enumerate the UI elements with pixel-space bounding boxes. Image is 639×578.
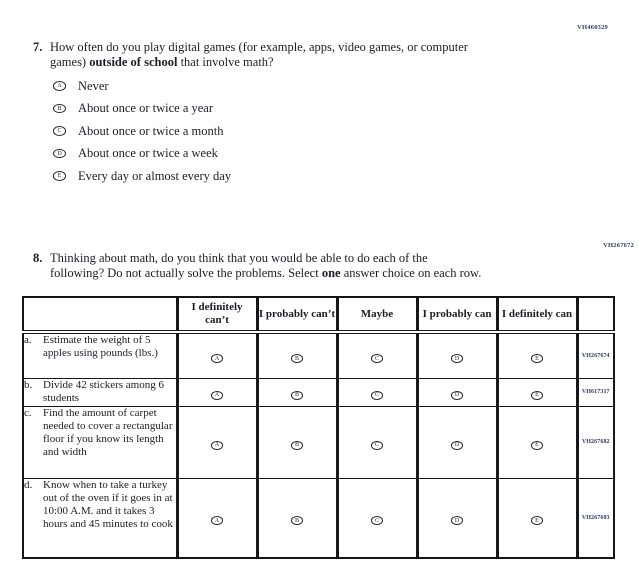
radio-oval-b-icon[interactable]: B [291, 441, 304, 450]
bubble-letter: A [57, 83, 62, 89]
radio-oval-a-icon[interactable]: A [211, 516, 224, 525]
row-a-cell-a [177, 332, 257, 378]
option-never [53, 79, 231, 93]
radio-oval-b-icon[interactable]: B [291, 391, 304, 400]
radio-oval-c-icon[interactable] [53, 126, 66, 136]
row-c-cell-b [257, 406, 337, 478]
row-c-cell-e [497, 406, 577, 478]
row-c-label-cell [23, 406, 177, 478]
grid-header-row [23, 297, 614, 332]
row-d-cell-a [177, 478, 257, 558]
question-7-options [53, 79, 231, 183]
table-row-d [23, 478, 614, 558]
question-8-text [50, 251, 481, 280]
question-7-text [50, 40, 468, 69]
row-d-cell-b [257, 478, 337, 558]
row-label: Estimate the weight of 5 apples using pounds (lbs.) [43, 334, 158, 359]
question-7 [33, 40, 468, 69]
row-d-label-cell [23, 478, 177, 558]
question-7-line1: How often do you play digital games (for example, apps, video games, or computer [50, 40, 468, 54]
question-8-bold-word: one [321, 265, 341, 280]
row-b-cell-a [177, 378, 257, 406]
row-a-cell-e [497, 332, 577, 378]
row-d-item-code: VH267683 [577, 478, 614, 558]
row-id: b. [24, 378, 33, 391]
grid-header-maybe: Maybe [337, 297, 417, 332]
row-c-cell-a [177, 406, 257, 478]
grid-header-definitely-cant: I definitely can’t [177, 297, 257, 332]
radio-oval-a-icon[interactable]: A [211, 391, 224, 400]
item-code-q7: VH460329 [577, 24, 608, 31]
question-8-line2: following? Do not actually solve the problems. Select one answer choice on each row. [50, 265, 482, 280]
row-a-cell-d [417, 332, 497, 378]
row-a-cell-c [337, 332, 417, 378]
bubble-letter: C [57, 128, 62, 134]
question-7-line2: games) outside of school that involve math? [50, 54, 274, 69]
radio-oval-b-icon[interactable]: B [291, 516, 304, 525]
grid-header-empty [23, 297, 177, 332]
row-c-cell-d [417, 406, 497, 478]
question-7-bold-phrase: outside of school [89, 54, 178, 69]
bubble-letter: D [57, 150, 62, 157]
question-7-number: 7. [33, 40, 43, 54]
table-row-c [23, 406, 614, 478]
radio-oval-c-icon[interactable]: C [371, 516, 384, 525]
radio-oval-d-icon[interactable]: D [451, 354, 464, 363]
radio-oval-d-icon[interactable]: D [451, 441, 464, 450]
option-every-day [53, 169, 231, 183]
radio-oval-b-icon[interactable]: B [291, 354, 304, 363]
option-once-twice-month [53, 124, 231, 138]
row-id: a. [24, 334, 32, 346]
item-code-q8: VH267672 [603, 242, 634, 249]
radio-oval-b-icon[interactable] [53, 104, 66, 114]
option-label: About once or twice a week [78, 146, 218, 160]
radio-oval-c-icon[interactable]: C [371, 391, 384, 400]
question-8-answer-grid [22, 296, 615, 559]
row-b-label-cell [23, 378, 177, 406]
grid-header-probably-can: I probably can [417, 297, 497, 332]
question-8-line1: Thinking about math, do you think that you would be able to do each of the [50, 251, 428, 265]
radio-oval-c-icon[interactable]: C [371, 354, 384, 363]
radio-oval-e-icon[interactable] [53, 171, 66, 181]
option-once-twice-year [53, 102, 231, 116]
row-b-item-code: VH617317 [577, 378, 614, 406]
table-row-b [23, 378, 614, 406]
question-8 [33, 251, 481, 280]
row-d-cell-e [497, 478, 577, 558]
radio-oval-c-icon[interactable]: C [371, 441, 384, 450]
row-b-cell-b [257, 378, 337, 406]
option-label: Every day or almost every day [78, 168, 232, 183]
table-row-a [23, 332, 614, 378]
row-a-item-code: VH267674 [577, 332, 614, 378]
option-label: About once or twice a year [78, 101, 214, 115]
row-a-cell-b [257, 332, 337, 378]
grid-header-definitely-can: I definitely can [497, 297, 577, 332]
option-label: About once or twice a month [78, 123, 224, 138]
row-label: Divide 42 stickers among 6 students [43, 378, 164, 404]
radio-oval-a-icon[interactable] [53, 81, 66, 91]
bubble-letter: E [57, 173, 62, 179]
row-label: Know when to take a turkey out of the oven if it goes in at 10:00 A.M. and it takes 3 hours and 45 minutes to cook [43, 478, 173, 530]
option-label: Never [78, 78, 109, 93]
radio-oval-e-icon[interactable]: E [531, 354, 544, 363]
row-id: c. [24, 406, 32, 419]
grid-header-probably-cant: I probably can’t [257, 297, 337, 332]
radio-oval-e-icon[interactable]: E [531, 391, 544, 400]
grid-header-code-col [577, 297, 614, 332]
row-a-label-cell [23, 332, 177, 378]
radio-oval-e-icon[interactable]: E [531, 516, 544, 525]
row-d-cell-c [337, 478, 417, 558]
row-d-cell-d [417, 478, 497, 558]
radio-oval-d-icon[interactable] [53, 149, 66, 159]
row-c-item-code: VH267682 [577, 406, 614, 478]
radio-oval-a-icon[interactable]: A [211, 441, 224, 450]
bubble-letter: B [57, 105, 62, 112]
radio-oval-d-icon[interactable]: D [451, 391, 464, 400]
row-id: d. [24, 478, 33, 491]
row-label: Find the amount of carpet needed to cover a rectangular floor if you know its length and width [43, 406, 173, 458]
row-b-cell-c [337, 378, 417, 406]
row-b-cell-d [417, 378, 497, 406]
question-8-number: 8. [33, 251, 43, 265]
radio-oval-e-icon[interactable]: E [531, 441, 544, 450]
radio-oval-d-icon[interactable]: D [451, 516, 464, 525]
radio-oval-a-icon[interactable]: A [211, 354, 224, 363]
row-b-cell-e [497, 378, 577, 406]
option-once-twice-week [53, 147, 231, 161]
row-c-cell-c [337, 406, 417, 478]
